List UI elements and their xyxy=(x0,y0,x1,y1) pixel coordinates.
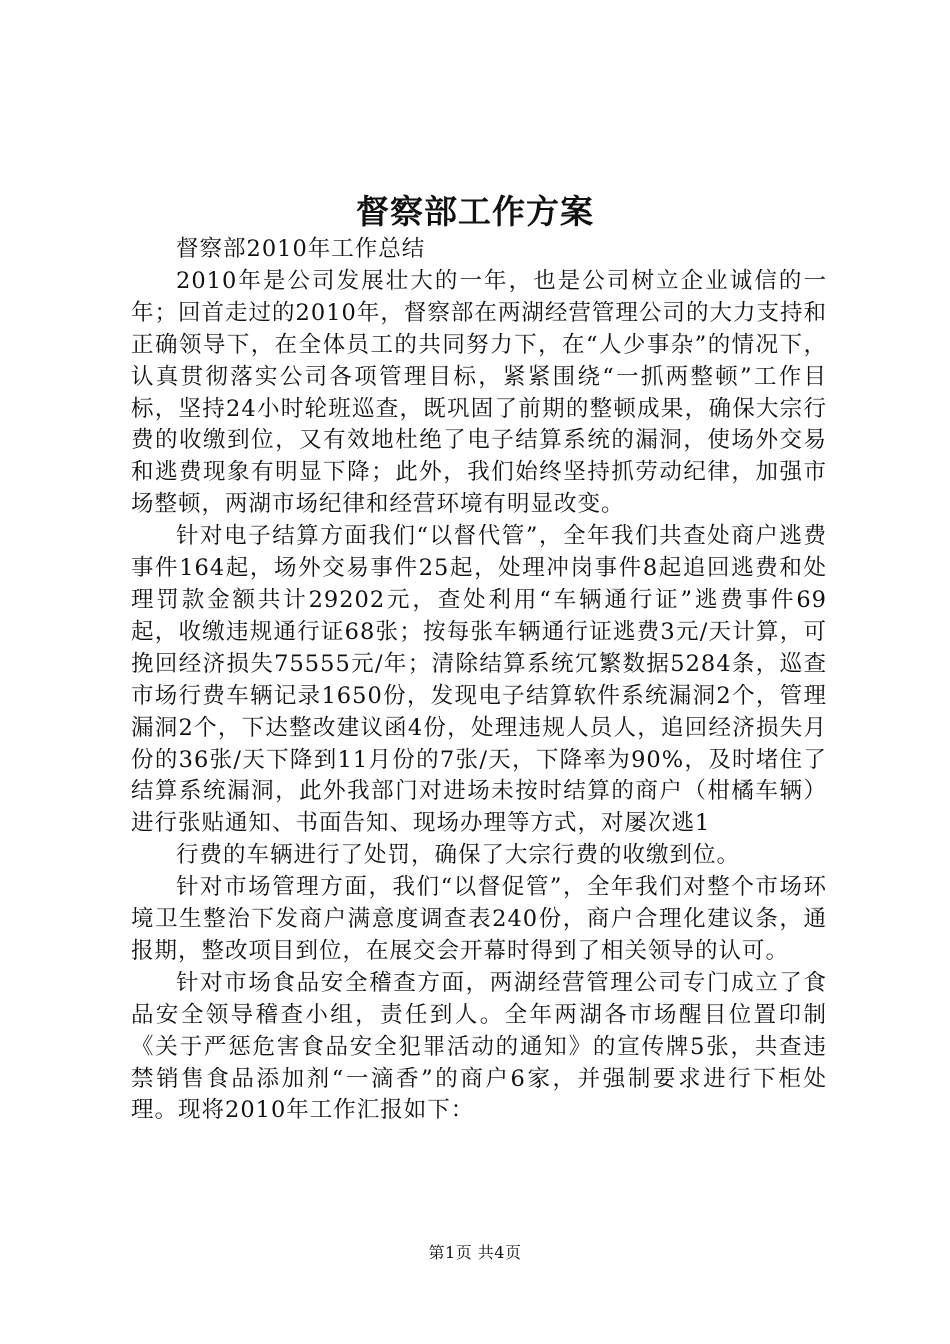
paragraph-food-safety: 针对市场食品安全稽查方面，两湖经营管理公司专门成立了食品安全领导稽查小组，责任到人。全年两湖各市场醒目位置印制《关于严惩危害食品安全犯罪活动的通知》的宣传牌5张，共查违禁销售食品添加剂“一滴香”的商户6家，并强制要求进行下柜处理。现将2010年工作汇报如下： xyxy=(131,969,827,1124)
document-title: 督察部工作方案 xyxy=(356,192,594,231)
page-footer: 第1页 共4页 xyxy=(428,1243,522,1262)
paragraph-market-management: 针对市场管理方面，我们“以督促管”，全年我们对整个市场环境卫生整治下发商户满意度调查表240份，商户合理化建议条，通报期，整改项目到位，在展交会开幕时得到了相关领导的认可。 xyxy=(131,874,827,964)
paragraph-heading: 督察部2010年工作总结 xyxy=(176,236,426,262)
paragraph-continuation: 行费的车辆进行了处罚，确保了大宗行费的收缴到位。 xyxy=(176,842,741,869)
paragraph-electronic-settlement: 针对电子结算方面我们“以督代管”，全年我们共查处商户逃费事件164起，场外交易事件25起，处理冲岗事件8起追回逃费和处理罚款金额共计29202元，查处利用“车辆通行证”逃费事件69起，收缴违规通行证68张；按每张车辆通行证逃费3元/天计算，可挽回经济损失75555元/年；清除结算系统冗繁数据5284条，巡查市场行费车辆记录1650份，发现电子结算软件系统漏洞2个，管理漏洞2个，下达整改建议函4份，处理违规人员人，追回经济损失月份的36张/天下降到11月份的7张/天，下降率为90%，及时堵住了结算系统漏洞，此外我部门对进场未按时结算的商户（柑橘车辆）进行张贴通知、书面告知、现场办理等方式，对屡次逃1 xyxy=(131,523,827,837)
document-body xyxy=(131,234,827,1127)
paragraph-intro: 2010年是公司发展壮大的一年，也是公司树立企业诚信的一年；回首走过的2010年，督察部在两湖经营管理公司的大力支持和正确领导下，在全体员工的共同努力下，在“人少事杂”的情况下，认真贯彻落实公司各项管理目标，紧紧围绕“一抓两整顿”工作目标，坚持24小时轮班巡查，既巩固了前期的整顿成果，确保大宗行费的收缴到位，又有效地杜绝了电子结算系统的漏洞，使场外交易和逃费现象有明显下降；此外，我们始终坚持抓劳动纪律，加强市场整顿，两湖市场纪律和经营环境有明显改变。 xyxy=(131,267,827,518)
